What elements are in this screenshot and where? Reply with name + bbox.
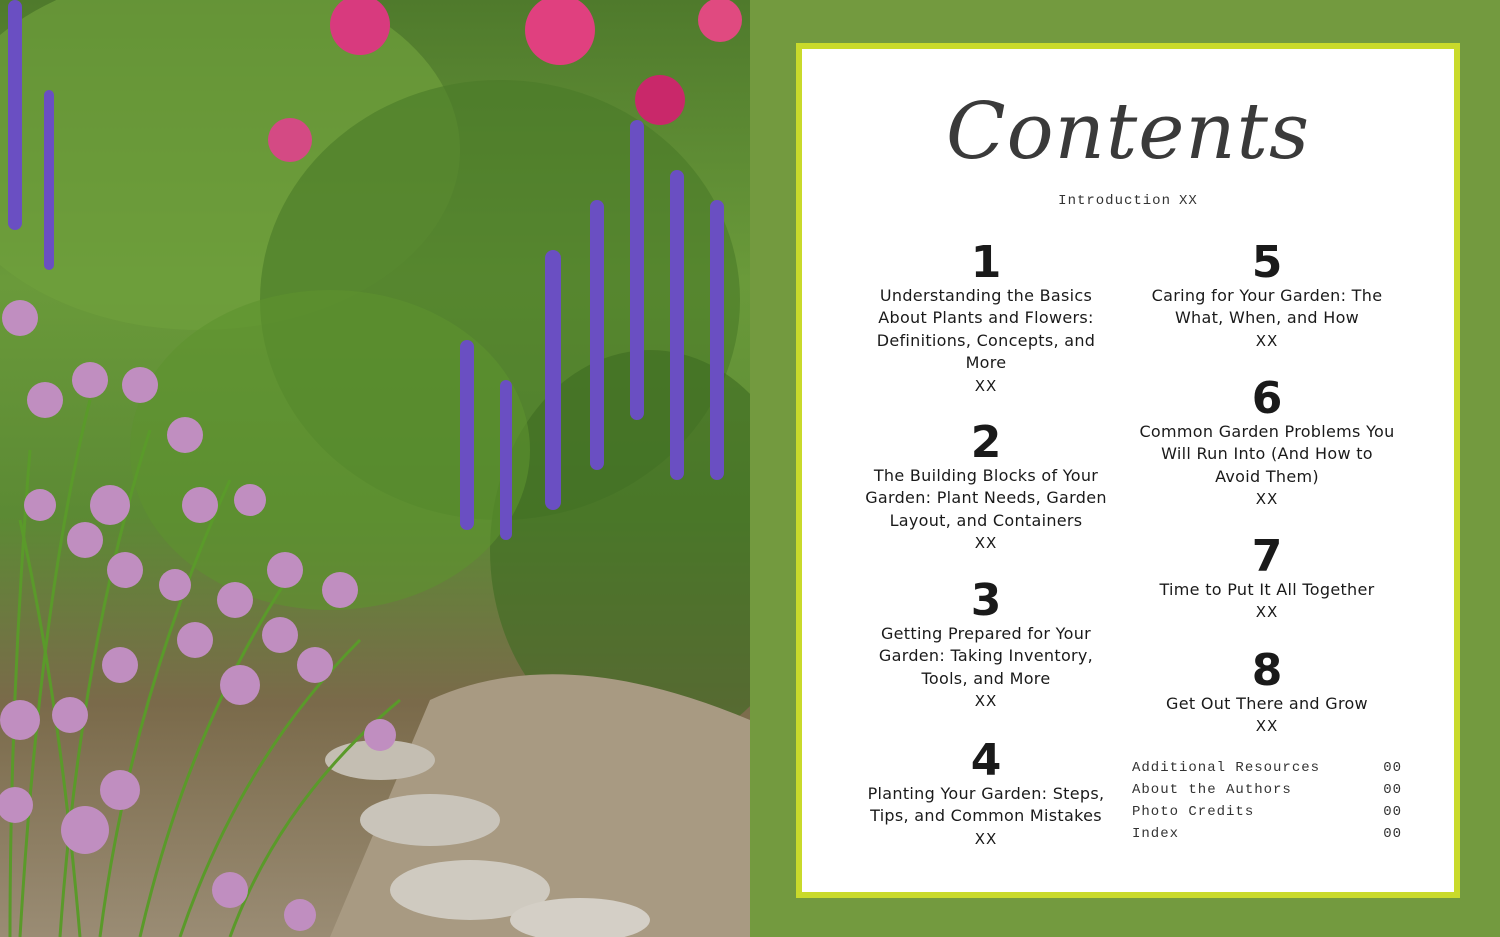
introduction-label: Introduction <box>1058 193 1171 209</box>
back-matter-list <box>1132 757 1402 845</box>
back-matter-page: 00 <box>1383 782 1402 798</box>
introduction-entry[interactable] <box>802 193 1454 209</box>
back-matter-item[interactable] <box>1132 801 1402 823</box>
back-matter-page: 00 <box>1383 804 1402 820</box>
chapter-number: 3 <box>970 575 1002 626</box>
chapter-3[interactable] <box>856 575 1116 713</box>
chapter-8[interactable] <box>1137 645 1397 738</box>
chapter-page: XX <box>974 534 998 553</box>
introduction-page: XX <box>1179 193 1198 209</box>
chapter-number: 5 <box>1251 237 1283 288</box>
back-matter-page: 00 <box>1383 760 1402 776</box>
back-matter-page: 00 <box>1383 826 1402 842</box>
contents-page <box>750 0 1500 937</box>
contents-title: Contents <box>946 87 1310 177</box>
chapter-number: 8 <box>1251 645 1283 696</box>
back-matter-item[interactable] <box>1132 757 1402 779</box>
chapter-5[interactable] <box>1137 237 1397 352</box>
chapter-page: XX <box>974 692 998 711</box>
back-matter-label: Index <box>1132 826 1180 842</box>
chapter-page: XX <box>1255 490 1279 509</box>
chapter-title: Caring for Your Garden: The What, When, and How <box>1151 286 1383 328</box>
chapter-title: Common Garden Problems You Will Run Into (And How to Avoid Them) <box>1139 422 1395 486</box>
chapter-title: Planting Your Garden: Steps, Tips, and Common Mistakes <box>867 784 1105 826</box>
back-matter-item[interactable] <box>1132 779 1402 801</box>
chapter-title: Understanding the Basics About Plants and Flowers: Definitions, Concepts, and More <box>876 286 1096 373</box>
chapter-number: 7 <box>1251 531 1283 582</box>
chapter-title: The Building Blocks of Your Garden: Plant Needs, Garden Layout, and Containers <box>865 466 1107 530</box>
chapter-7[interactable] <box>1137 531 1397 624</box>
chapter-1[interactable] <box>856 237 1116 397</box>
chapter-title: Get Out There and Grow <box>1166 694 1368 713</box>
back-matter-label: About the Authors <box>1132 782 1292 798</box>
chapter-title: Getting Prepared for Your Garden: Taking Inventory, Tools, and More <box>878 624 1094 688</box>
chapter-number: 2 <box>970 417 1002 468</box>
chapter-6[interactable] <box>1137 373 1397 511</box>
back-matter-label: Photo Credits <box>1132 804 1255 820</box>
chapter-page: XX <box>1255 717 1279 736</box>
back-matter-label: Additional Resources <box>1132 760 1321 776</box>
chapter-number: 4 <box>970 735 1002 786</box>
contents-frame <box>796 43 1460 898</box>
chapter-page: XX <box>974 376 998 395</box>
chapter-page: XX <box>974 829 998 848</box>
chapter-4[interactable] <box>856 735 1116 850</box>
chapter-number: 6 <box>1251 373 1283 424</box>
chapter-page: XX <box>1255 331 1279 350</box>
chapter-number: 1 <box>970 237 1002 288</box>
back-matter-item[interactable] <box>1132 823 1402 845</box>
chapter-2[interactable] <box>856 417 1116 555</box>
chapter-title: Time to Put It All Together <box>1159 580 1375 599</box>
chapter-page: XX <box>1255 603 1279 622</box>
